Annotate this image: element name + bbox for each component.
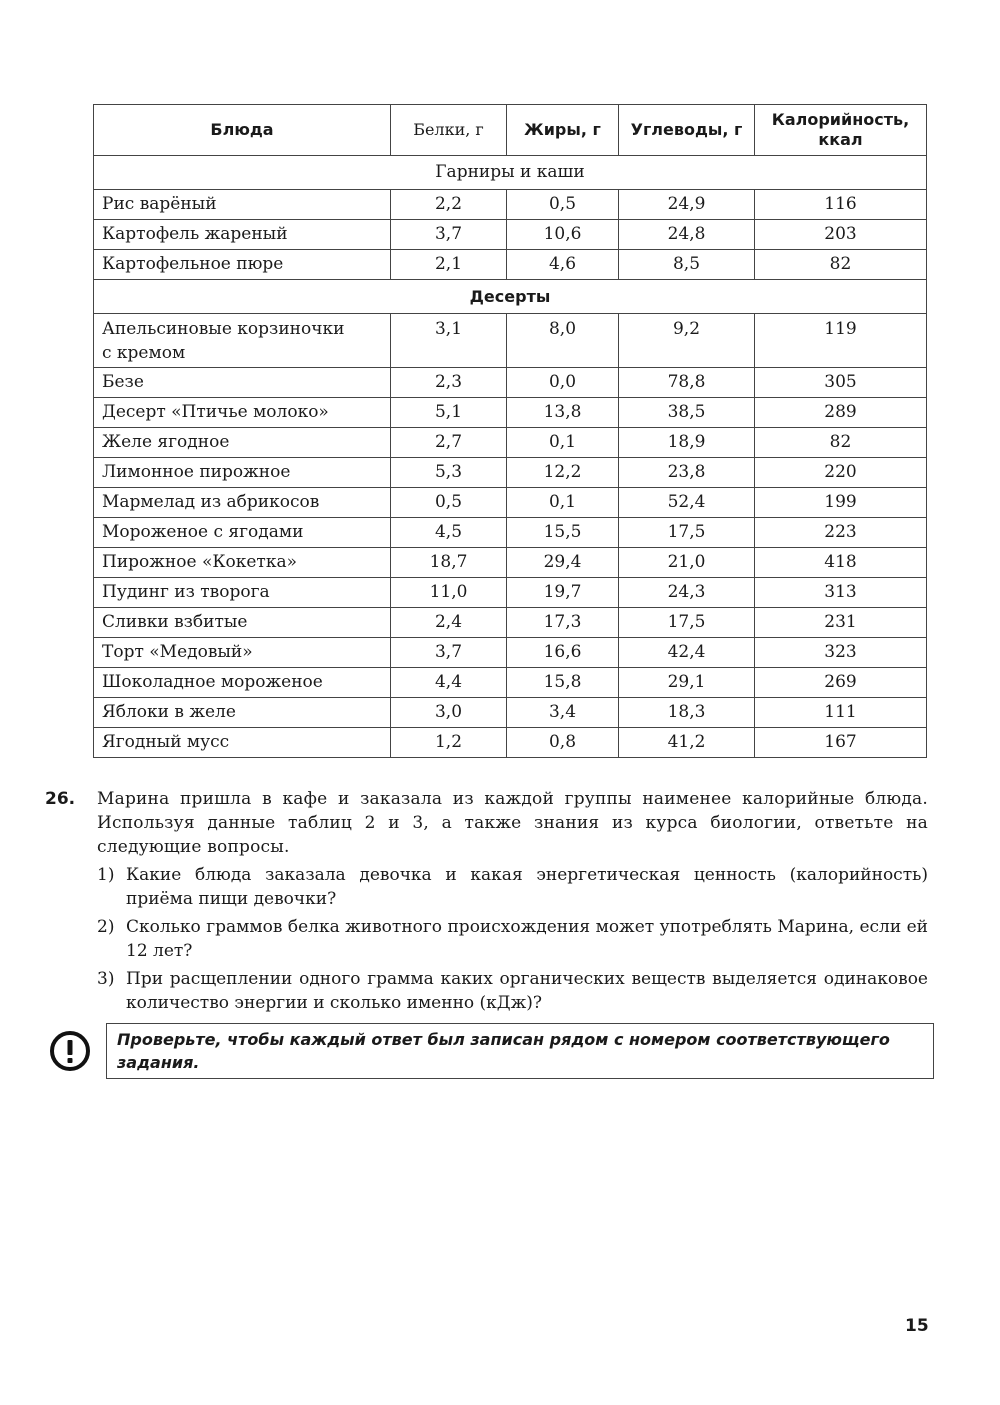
table-row — [94, 728, 927, 758]
carbs-cell: 42,4 — [619, 638, 755, 668]
dish-name: Мармелад из абрикосов — [94, 488, 391, 518]
protein-cell: 3,7 — [391, 220, 507, 250]
kcal-cell: 313 — [755, 578, 927, 608]
question-number: 2) — [97, 917, 115, 937]
protein-cell: 2,2 — [391, 190, 507, 220]
task-number: 26. — [45, 789, 76, 809]
table-header-row — [94, 105, 927, 156]
kcal-cell: 289 — [755, 398, 927, 428]
table-row — [94, 578, 927, 608]
kcal-cell: 418 — [755, 548, 927, 578]
kcal-cell: 167 — [755, 728, 927, 758]
fat-cell: 10,6 — [507, 220, 619, 250]
carbs-cell: 17,5 — [619, 518, 755, 548]
task-26 — [45, 787, 928, 1015]
group-title: Десерты — [94, 280, 927, 314]
kcal-cell: 82 — [755, 428, 927, 458]
fat-cell: 0,8 — [507, 728, 619, 758]
table-row — [94, 428, 927, 458]
protein-cell: 3,7 — [391, 638, 507, 668]
kcal-cell: 323 — [755, 638, 927, 668]
carbs-cell: 29,1 — [619, 668, 755, 698]
protein-cell: 3,0 — [391, 698, 507, 728]
kcal-cell: 116 — [755, 190, 927, 220]
dish-name: Картофель жареный — [94, 220, 391, 250]
dish-name: Рис варёный — [94, 190, 391, 220]
fat-cell: 13,8 — [507, 398, 619, 428]
table-row — [94, 190, 927, 220]
table-row — [94, 220, 927, 250]
header-dish: Блюда — [94, 105, 391, 156]
header-fat: Жиры, г — [507, 105, 619, 156]
carbs-cell: 52,4 — [619, 488, 755, 518]
kcal-cell: 231 — [755, 608, 927, 638]
dish-name: Ягодный мусс — [94, 728, 391, 758]
table-row — [94, 668, 927, 698]
fat-cell: 0,1 — [507, 428, 619, 458]
fat-cell: 0,1 — [507, 488, 619, 518]
header-calories — [755, 105, 927, 156]
dish-name-line2: с кремом — [102, 343, 186, 363]
kcal-cell: 199 — [755, 488, 927, 518]
dish-name: Желе ягодное — [94, 428, 391, 458]
kcal-cell: 305 — [755, 368, 927, 398]
dish-name: Пудинг из творога — [94, 578, 391, 608]
table-row — [94, 368, 927, 398]
fat-cell: 12,2 — [507, 458, 619, 488]
table-row — [94, 250, 927, 280]
question-item — [97, 967, 928, 1015]
fat-cell: 19,7 — [507, 578, 619, 608]
kcal-cell: 119 — [755, 314, 927, 368]
question-number: 1) — [97, 865, 115, 885]
table-row — [94, 698, 927, 728]
protein-cell: 4,4 — [391, 668, 507, 698]
table-row — [94, 488, 927, 518]
group-header-sides — [94, 156, 927, 190]
table-row — [94, 548, 927, 578]
question-text: При расщеплении одного грамма каких органических веществ выделяется одинаковое количество энергии и сколько именно (кДж)? — [126, 969, 928, 1013]
dish-name: Картофельное пюре — [94, 250, 391, 280]
header-calories-line2: ккал — [818, 130, 863, 149]
table-row — [94, 518, 927, 548]
carbs-cell: 78,8 — [619, 368, 755, 398]
table-row — [94, 314, 927, 368]
question-text: Сколько граммов белка животного происхождения может употреблять Марина, если ей 12 лет? — [126, 917, 928, 961]
protein-cell: 2,4 — [391, 608, 507, 638]
carbs-cell: 23,8 — [619, 458, 755, 488]
protein-cell: 4,5 — [391, 518, 507, 548]
dish-name: Яблоки в желе — [94, 698, 391, 728]
protein-cell: 5,1 — [391, 398, 507, 428]
header-carbs: Углеводы, г — [619, 105, 755, 156]
table-row — [94, 398, 927, 428]
question-text: Какие блюда заказала девочка и какая энергетическая ценность (калорийность) приёма пищи девочки? — [126, 865, 928, 909]
group-title: Гарниры и каши — [94, 156, 927, 190]
protein-cell: 2,1 — [391, 250, 507, 280]
dish-name-line1: Апельсиновые корзиночки — [102, 319, 345, 339]
fat-cell: 3,4 — [507, 698, 619, 728]
question-number: 3) — [97, 969, 115, 989]
carbs-cell: 17,5 — [619, 608, 755, 638]
dish-name: Лимонное пирожное — [94, 458, 391, 488]
protein-cell: 1,2 — [391, 728, 507, 758]
group-header-desserts — [94, 280, 927, 314]
kcal-cell: 269 — [755, 668, 927, 698]
fat-cell: 15,8 — [507, 668, 619, 698]
protein-cell: 5,3 — [391, 458, 507, 488]
nutrition-table — [93, 104, 927, 758]
exclamation-circle-icon — [49, 1030, 91, 1072]
page-number: 15 — [905, 1316, 929, 1336]
fat-cell: 8,0 — [507, 314, 619, 368]
carbs-cell: 21,0 — [619, 548, 755, 578]
carbs-cell: 38,5 — [619, 398, 755, 428]
protein-cell: 2,7 — [391, 428, 507, 458]
fat-cell: 4,6 — [507, 250, 619, 280]
question-item — [97, 915, 928, 963]
protein-cell: 11,0 — [391, 578, 507, 608]
carbs-cell: 24,3 — [619, 578, 755, 608]
table-row — [94, 638, 927, 668]
dish-name: Безе — [94, 368, 391, 398]
kcal-cell: 223 — [755, 518, 927, 548]
protein-cell: 18,7 — [391, 548, 507, 578]
dish-name: Торт «Медовый» — [94, 638, 391, 668]
carbs-cell: 18,3 — [619, 698, 755, 728]
dish-name: Сливки взбитые — [94, 608, 391, 638]
kcal-cell: 82 — [755, 250, 927, 280]
task-intro: Марина пришла в кафе и заказала из каждой группы наименее калорийные блюда. Используя данные таблиц 2 и 3, а также знания из курса биологии, ответьте на следующие вопросы. — [97, 789, 928, 857]
carbs-cell: 24,8 — [619, 220, 755, 250]
fat-cell: 16,6 — [507, 638, 619, 668]
header-calories-line1: Калорийность, — [771, 110, 910, 129]
header-protein: Белки, г — [391, 105, 507, 156]
carbs-cell: 18,9 — [619, 428, 755, 458]
carbs-cell: 9,2 — [619, 314, 755, 368]
protein-cell: 2,3 — [391, 368, 507, 398]
protein-cell: 3,1 — [391, 314, 507, 368]
kcal-cell: 220 — [755, 458, 927, 488]
kcal-cell: 111 — [755, 698, 927, 728]
carbs-cell: 8,5 — [619, 250, 755, 280]
dish-name — [94, 314, 391, 368]
fat-cell: 0,0 — [507, 368, 619, 398]
carbs-cell: 41,2 — [619, 728, 755, 758]
kcal-cell: 203 — [755, 220, 927, 250]
fat-cell: 17,3 — [507, 608, 619, 638]
dish-name: Пирожное «Кокетка» — [94, 548, 391, 578]
fat-cell: 0,5 — [507, 190, 619, 220]
question-item — [97, 863, 928, 911]
dish-name: Шоколадное мороженое — [94, 668, 391, 698]
fat-cell: 29,4 — [507, 548, 619, 578]
dish-name: Мороженое с ягодами — [94, 518, 391, 548]
dish-name: Десерт «Птичье молоко» — [94, 398, 391, 428]
carbs-cell: 24,9 — [619, 190, 755, 220]
fat-cell: 15,5 — [507, 518, 619, 548]
protein-cell: 0,5 — [391, 488, 507, 518]
table-row — [94, 458, 927, 488]
notice-box: Проверьте, чтобы каждый ответ был записан рядом с номером соответствующего задания. — [106, 1023, 934, 1079]
table-row — [94, 608, 927, 638]
